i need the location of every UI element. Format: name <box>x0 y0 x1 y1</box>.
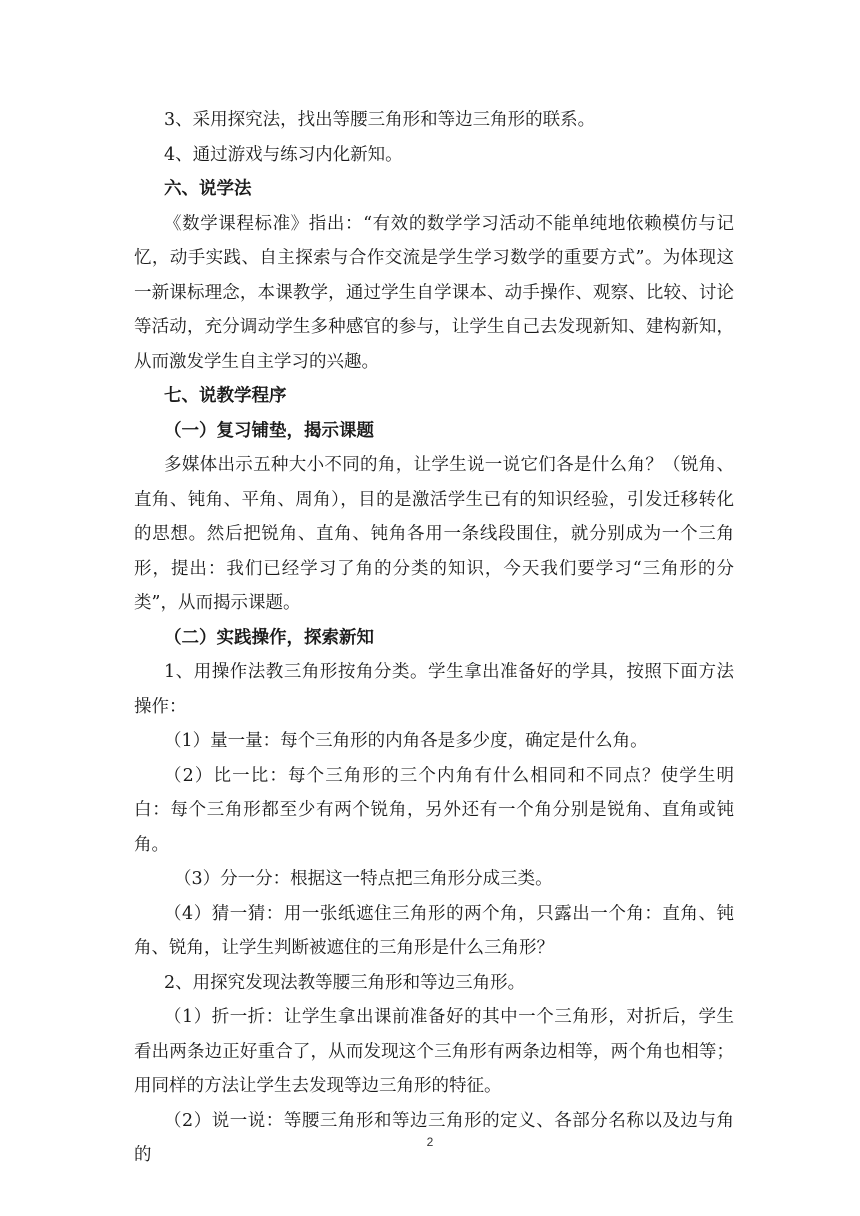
paragraph-explore-method: 2、用探究发现法教等腰三角形和等边三角形。 <box>164 972 526 993</box>
paragraph-guess: （4）猜一猜：用一张纸遮住三角形的两个角，只露出一个角：直角、钝角、锐角，让学生判断被遮住的三角形是什么三角形？ <box>134 903 734 958</box>
paragraph-operation-method: 1、用操作法教三角形按角分类。学生拿出准备好的学具，按照下面方法操作： <box>134 662 734 717</box>
page-number: 2 <box>426 1135 434 1149</box>
paragraph-method-4: 4、通过游戏与练习内化新知。 <box>164 144 403 165</box>
paragraph-say: （2）说一说：等腰三角形和等边三角形的定义、各部分名称以及边与角的 <box>134 1110 734 1165</box>
section-heading-learning-method: 六、说学法 <box>164 179 252 199</box>
paragraph-method-3: 3、采用探究法，找出等腰三角形和等边三角形的联系。 <box>164 110 596 130</box>
paragraph-multimedia-angles: 多媒体出示五种大小不同的角，让学生说一说它们各是什么角？（锐角、直角、钝角、平角、周角），目的是激活学生已有的知识经验，引发迁移转化的思想。然后把锐角、直角、钝角各用一条线段围住，就分别成为一个三角形，提出：我们已经学习了角的分类的知识，今天我们要学习“三角形的分类”，从而揭示课题。 <box>134 455 734 613</box>
page-body <box>134 103 734 1173</box>
paragraph-curriculum-standard: 《数学课程标准》指出：“有效的数学学习活动不能单纯地依赖模仿与记忆，动手实践、自主探索与合作交流是学生学习数学的重要方式”。为体现这一新课标理念，本课教学，通过学生自学课本、动手操作、观察、比较、讨论等活动，充分调动学生多种感官的参与，让学生自己去发现新知、建构新知，从而激发学生自主学习的兴趣。 <box>134 213 734 372</box>
paragraph-measure: （1）量一量：每个三角形的内角各是多少度，确定是什么角。 <box>164 731 648 751</box>
paragraph-classify: （3）分一分：根据这一特点把三角形分成三类。 <box>174 869 553 889</box>
section-heading-teaching-procedure: 七、说教学程序 <box>164 386 287 406</box>
paragraph-compare: （2）比一比：每个三角形的三个内角有什么相同和不同点？使学生明白：每个三角形都至少有两个锐角，另外还有一个角分别是锐角、直角或钝角。 <box>134 765 734 855</box>
paragraph-fold: （1）折一折：让学生拿出课前准备好的其中一个三角形，对折后，学生看出两条边正好重合了，从而发现这个三角形有两条边相等，两个角也相等；用同样的方法让学生去发现等边三角形的特征。 <box>134 1007 734 1096</box>
subsection-heading-review: （一）复习铺垫，揭示课题 <box>164 420 374 441</box>
subsection-heading-practice: （二）实践操作，探索新知 <box>164 627 374 648</box>
